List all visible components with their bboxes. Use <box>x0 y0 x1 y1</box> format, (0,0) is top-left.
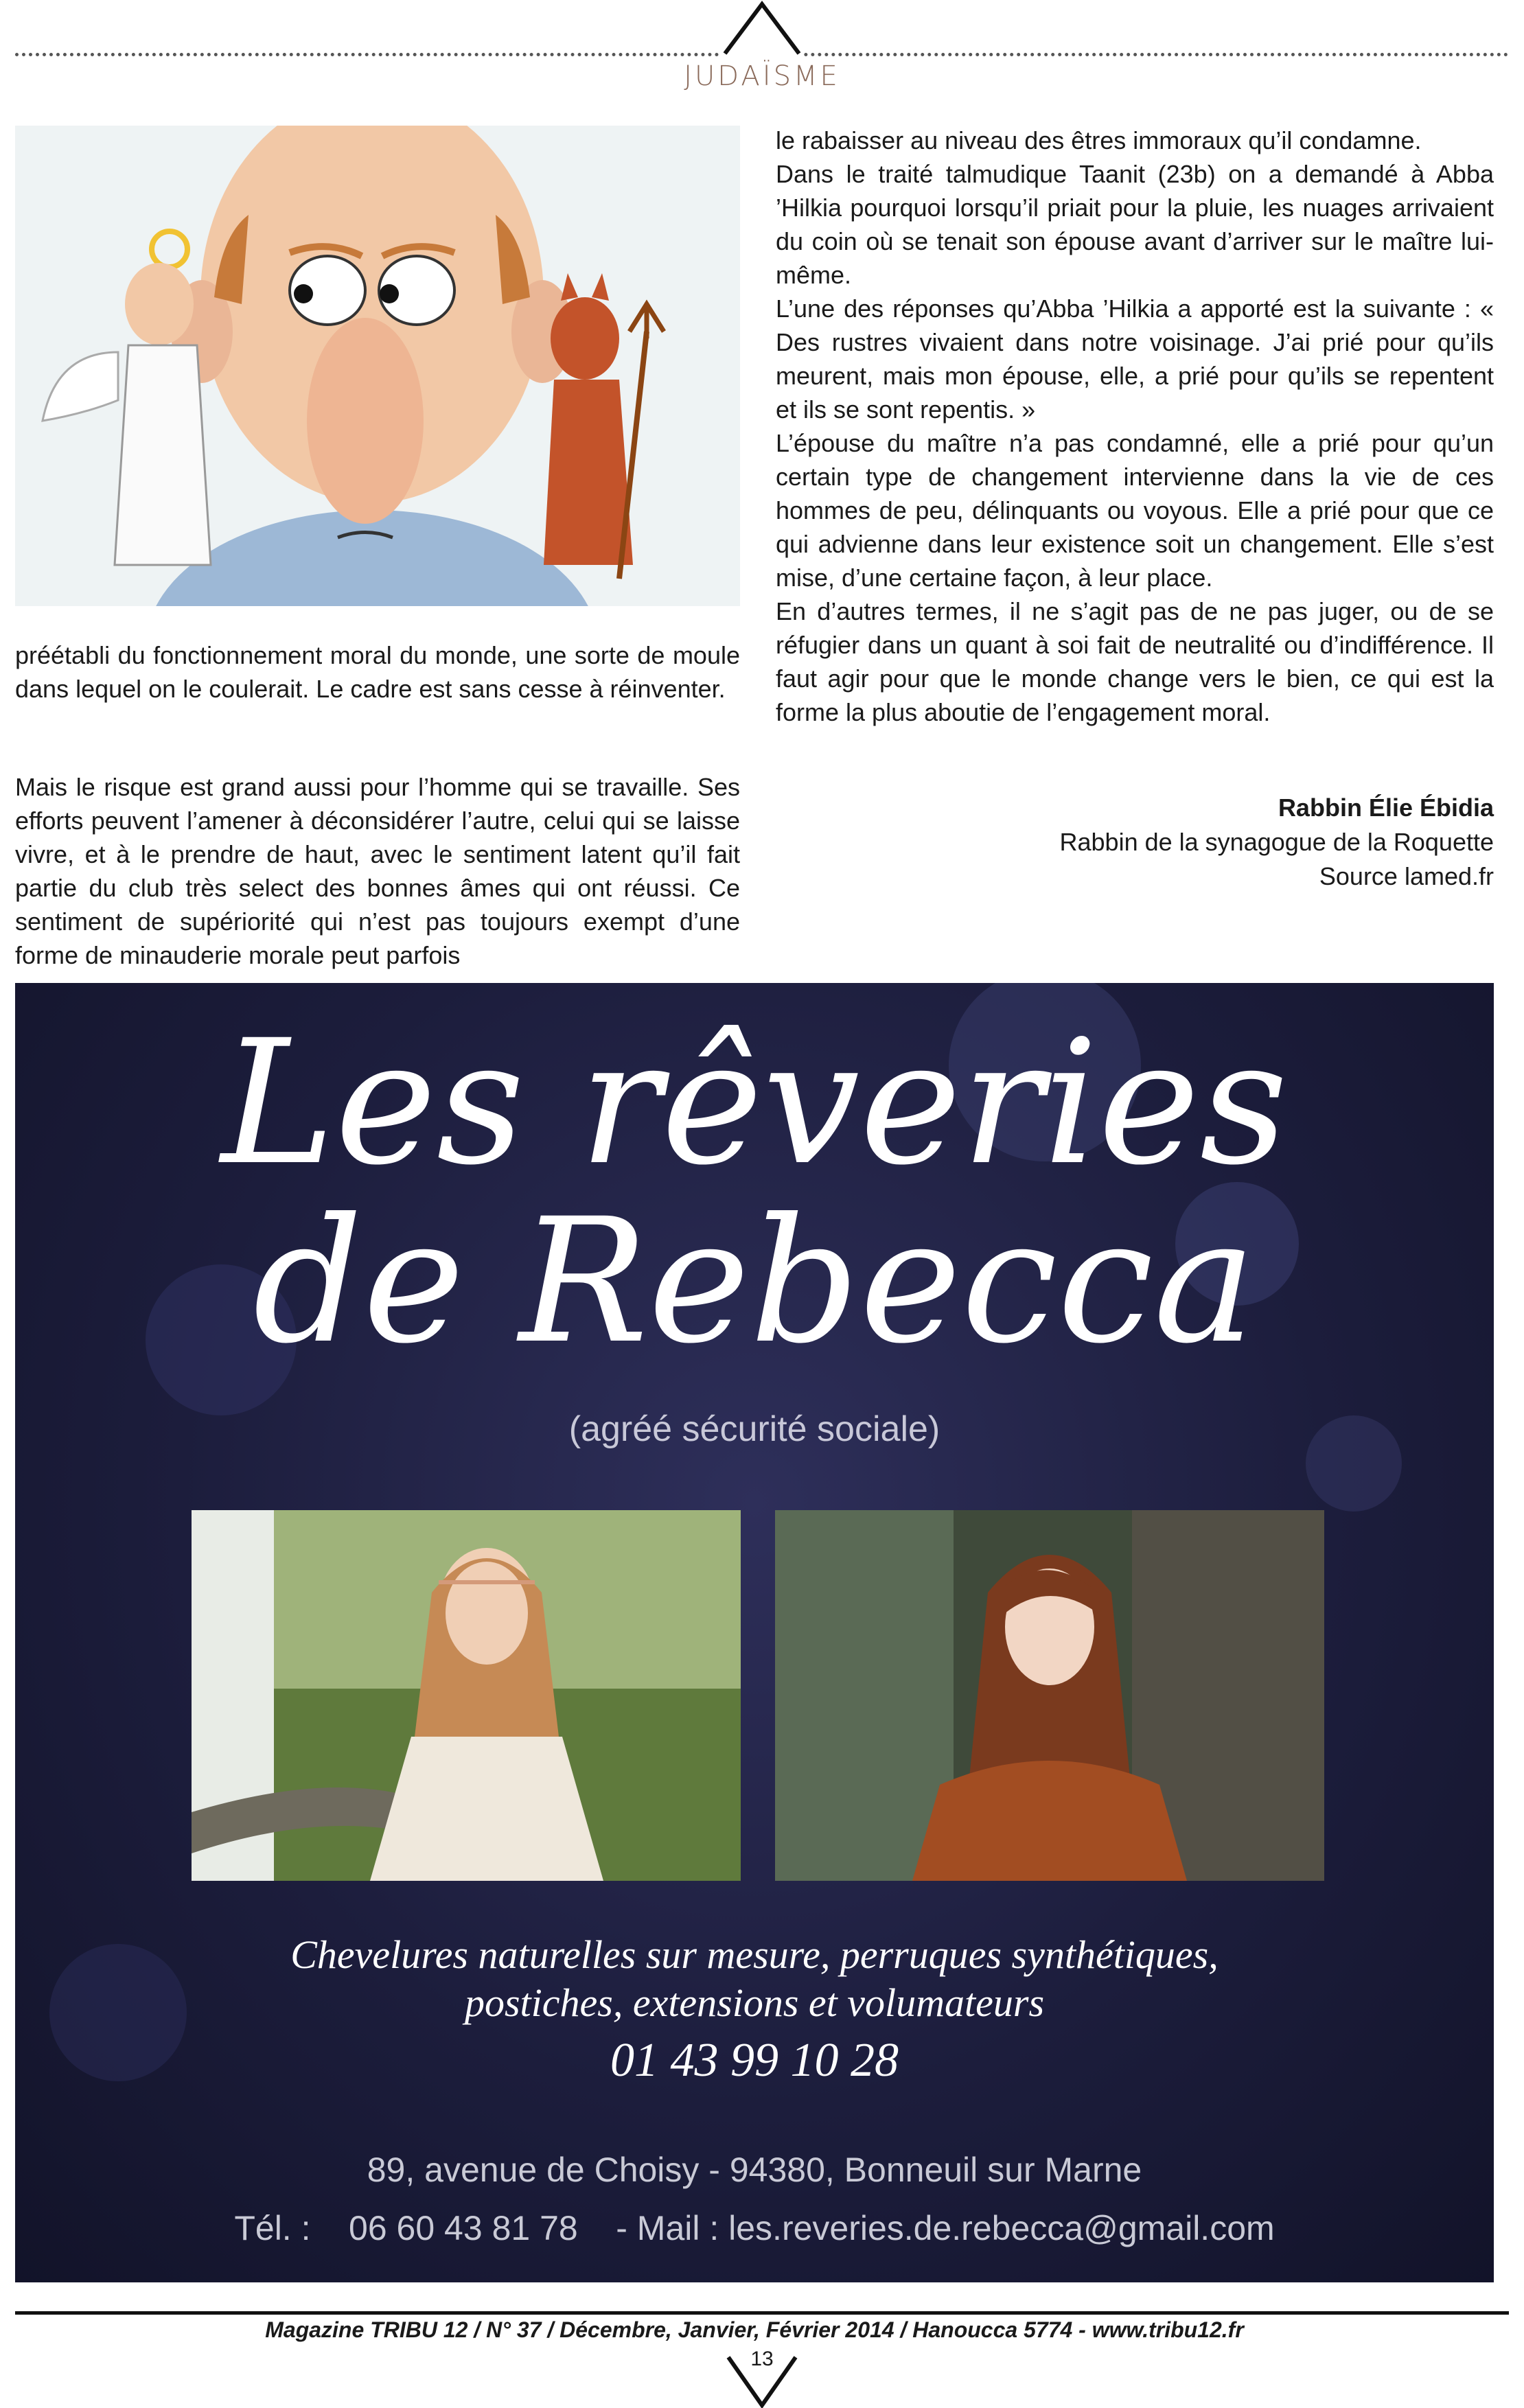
article-left-paragraph-2 <box>15 770 740 972</box>
ad-title-line-1: Les rêveries <box>220 1003 1289 1203</box>
ad-tagline-2: postiches, extensions et volumateurs <box>464 1980 1045 2025</box>
ad-photo-woman-forest <box>192 1510 741 1881</box>
cartoon-drawing <box>15 126 740 606</box>
article-left-paragraph-1 <box>15 638 740 706</box>
author-role: Rabbin de la synagogue de la Roquette <box>1059 828 1494 856</box>
article-right-column <box>776 124 1494 729</box>
page-number: 13 <box>750 2348 774 2370</box>
ad-photo-woman-redhead <box>775 1510 1324 1881</box>
article-text: Dans le traité talmudique Taanit (23b) on a demandé à Abba ’Hilkia pourquoi lorsqu’il priait pour la pluie, les nuages arrivaient du coin où se tenait son épouse avant d’arriver sur le maître lui-même. <box>776 160 1494 289</box>
advertisement <box>15 983 1494 2282</box>
author-name: Rabbin Élie Ébidia <box>1278 794 1494 822</box>
footer-rule <box>15 2311 1509 2315</box>
ad-subtitle: (agréé sécurité sociale) <box>568 1409 940 1449</box>
footer-publication-info: Magazine TRIBU 12 / N° 37 / Décembre, Janvier, Février 2014 / Hanoucca 5774 - www.tribu12.fr <box>265 2317 1244 2342</box>
ad-title-line-2: de Rebecca <box>253 1181 1256 1381</box>
article-text: préétabli du fonctionnement moral du monde, une sorte de moule dans lequel on le coulerait. Le cadre est sans cesse à réinventer. <box>15 641 740 703</box>
article-text: En d’autres termes, il ne s’agit pas de ne pas juger, ou de se réfugier dans un quant à soi fait de neutralité ou d’indifférence. Il faut agir pour que le monde change vers le bien, ce qui est la forme la plus aboutie de l’engagement moral. <box>776 597 1494 726</box>
cartoon-illustration <box>15 126 740 606</box>
ad-tagline-1: Chevelures naturelles sur mesure, perruques synthétiques, <box>290 1932 1219 1977</box>
article-text: L’épouse du maître n’a pas condamné, elle a prié pour qu’un certain type de changement intervienne dans la vie de ces hommes de peu, délinquants ou voyous. Elle a prié pour que ce qui advienne dans leur existence soit un changement. Elle s’est mise, d’une certaine façon, à leur place. <box>776 429 1494 592</box>
section-label: JUDAÏSME <box>684 60 840 92</box>
article-signature <box>892 791 1494 894</box>
article-text: Mais le risque est grand aussi pour l’homme qui se travaille. Ses efforts peuvent l’amener à déconsidérer l’autre, celui qui se laisse vivre, et à le prendre de haut, avec le sentiment latent qu’il fait partie du club très select des bonnes âmes qui ont réussi. Ce sentiment de supériorité qui n’est pas toujours exempt d’une forme de minauderie morale peut parfois <box>15 773 740 969</box>
article-text: L’une des réponses qu’Abba ’Hilkia a apporté est la suivante : « Des rustres vivaient dans notre voisinage. J’ai prié pour qu’ils meurent, mais mon épouse, elle, a prié pour qu’ils se repentent et ils se sont repentis. » <box>776 294 1494 424</box>
ad-contact-line: Tél. : 06 60 43 81 78 - Mail : les.reveries.de.rebecca@gmail.com <box>234 2209 1275 2247</box>
ad-phone: 01 43 99 10 28 <box>610 2034 899 2087</box>
ad-address: 89, avenue de Choisy - 94380, Bonneuil sur Marne <box>367 2151 1142 2189</box>
article-source: Source lamed.fr <box>1319 862 1494 890</box>
article-text: le rabaisser au niveau des êtres immoraux qu’il condamne. <box>776 126 1422 154</box>
